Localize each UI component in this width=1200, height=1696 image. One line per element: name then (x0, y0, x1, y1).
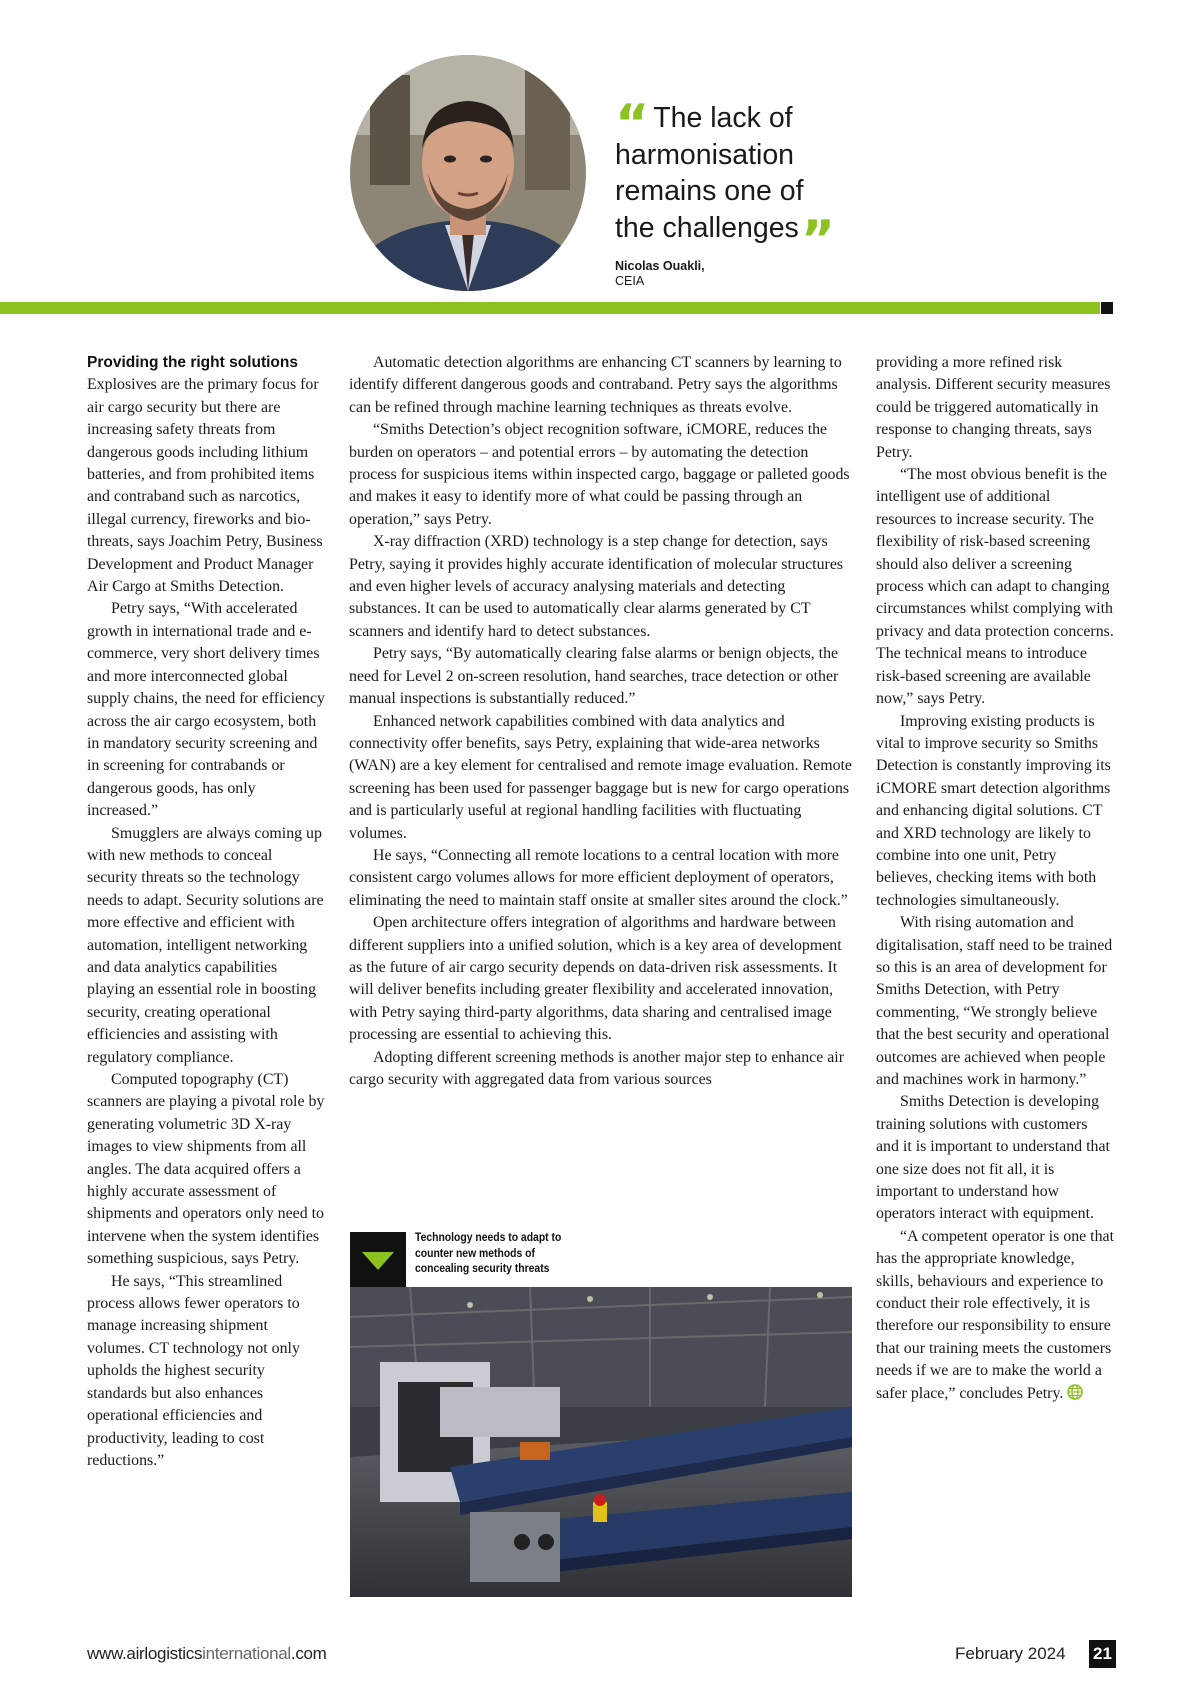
paragraph-final (876, 1226, 1114, 1405)
final-paragraph-text: “A competent operator is one that has the appropriate knowledge, skills, behaviours and experience to conduct their role effectively, it is therefore our responsibility to ensure that our training meets the customers needs if we are to make the world a safer place,” concludes Petry. (876, 1227, 1115, 1402)
paragraph: Computed topography (CT) scanners are playing a pivotal role by generating volumetric 3D X-ray images to view shipments from all angles. The data acquired offers a highly accurate assessment of shipments and operators only need to intervene when the system identifies something suspicious, says Petry. (87, 1071, 325, 1268)
article-column-3 (876, 352, 1114, 1405)
page-number: 21 (1089, 1640, 1116, 1668)
article-column-1 (87, 352, 325, 1472)
paragraph: Adopting different screening methods is another major step to enhance air cargo security with aggregated data from various sources (349, 1048, 844, 1088)
paragraph: Petry says, “By automatically clearing false alarms or benign objects, the need for Level 2 on-screen resolution, hand searches, trace detection or other manual inspections is substantially reduced.” (349, 645, 839, 708)
pull-quote-line-4: the challenges (615, 211, 799, 244)
pull-quote-line-1: The lack of (653, 102, 793, 134)
footer-url-light: international (202, 1644, 291, 1663)
pull-quote-attribution (615, 259, 865, 288)
footer-url[interactable] (87, 1644, 327, 1664)
pull-quote-line-2: harmonisation (615, 138, 795, 171)
article-column-2 (349, 352, 855, 1091)
triangle-down-icon (350, 1232, 406, 1288)
paragraph: “Smiths Detection’s object recognition software, iCMORE, reduces the burden on operators – and potential errors – by automating the detection process for suspicious items within inspected cargo, baggage or palleted goods and makes it easy to identify more of what could be passing through an operation,” says Petry. (349, 421, 850, 528)
image-caption: Technology needs to adapt to counter new methods of concealing security threats (415, 1230, 562, 1275)
footer-date: February 2024 (955, 1644, 1066, 1663)
scanner-photo (350, 1287, 852, 1597)
paragraph: Automatic detection algorithms are enhancing CT scanners by learning to identify different dangerous goods and contraband. Petry says the algorithms can be refined through machine learning techniques as threats evolve. (349, 354, 842, 416)
paragraph: Smugglers are always coming up with new methods to conceal security threats so the technology needs to adapt. Security solutions are more effective and efficient with automation, intelligent networking and data analytics capabilities playing an essential role in boosting security, creating operational efficiencies and assisting with regulatory compliance. (87, 824, 324, 1066)
globe-icon (1067, 1384, 1083, 1400)
paragraph: With rising automation and digitalisation, staff need to be trained so this is an area of development for Smiths Detection, with Petry commenting, “We strongly believe that the best security and operational outcomes are achieved when people and machines work in harmony.” (876, 914, 1113, 1088)
section-subhead: Providing the right solutions (87, 354, 298, 371)
footer-url-suffix: .com (290, 1644, 327, 1663)
paragraph: “The most obvious benefit is the intelligent use of additional resources to increase security. The flexibility of risk-based screening should also deliver a screening process which can adapt to changing circumstances whilst complying with privacy and data protection concerns. The technical means to introduce risk-based screening are available now,” says Petry. (876, 466, 1114, 708)
attribution-org: CEIA (615, 273, 645, 288)
paragraph: Smiths Detection is developing training solutions with customers and it is important to understand that one size does not fit all, it is important to understand how operators interact with equipment. (876, 1093, 1110, 1223)
paragraph: Explosives are the primary focus for air cargo security but there are increasing safety threats from dangerous goods including lithium batteries, and from prohibited items and contraband such as narcotics, illegal currency, fireworks and bio-threats, says Joachim Petry, Business Development and Product Manager Air Cargo at Smiths Detection. (87, 376, 323, 596)
attribution-name: Nicolas Ouakli, (615, 259, 705, 273)
paragraph: He says, “Connecting all remote locations to a central location with more consistent cargo volumes allows for more efficient deployment of operators, eliminating the need to maintain staff onsite at smaller sites around the clock.” (349, 846, 848, 909)
paragraph: providing a more refined risk analysis. Different security measures could be triggered automatically in response to changing threats, says Petry. (876, 354, 1111, 461)
paragraph: Open architecture offers integration of algorithms and hardware between different suppliers into a unified solution, which is a key area of development as the future of air cargo security depends on data-driven risk assessments. It will deliver benefits including greater flexibility and accelerated innovation, with Petry saying third-party algorithms, data sharing and centralised image processing are essential to achieving this. (349, 914, 842, 1044)
divider-end-square (1101, 302, 1113, 314)
close-quote-icon: ” (800, 209, 835, 270)
paragraph: Enhanced network capabilities combined with data analytics and connectivity offer benefits, says Petry, explaining that wide-area networks (WAN) are a key element for centralised and remote image evaluation. Remote screening has been used for passenger baggage but is new for cargo operations and is particularly useful at regional handling facilities with fluctuating volumes. (349, 712, 852, 842)
paragraph: Improving existing products is vital to improve security so Smiths Detection is constantly improving its iCMORE smart detection algorithms and enhancing digital solutions. CT and XRD technology are likely to combine into one unit, Petry believes, checking items with both technologies simultaneously. (876, 712, 1111, 909)
section-divider (0, 302, 1100, 314)
pull-quote-line-3: remains one of (615, 175, 804, 207)
paragraph: He says, “This streamlined process allows fewer operators to manage increasing shipment volumes. CT technology not only upholds the highest security standards but also enhances operational efficiencies and productivity, leading to cost reductions.” (87, 1272, 300, 1469)
paragraph: X-ray diffraction (XRD) technology is a step change for detection, says Petry, saying it provides highly accurate identification of molecular structures and even higher levels of accuracy analysing materials and detecting substances. It can be used to automatically clear alarms generated by CT scanners and identify hard to detect substances. (349, 533, 844, 640)
caption-marker (350, 1232, 406, 1288)
footer-url-prefix: www.airlogistics (87, 1644, 203, 1663)
portrait-illustration (350, 55, 586, 291)
scanner-illustration (350, 1287, 852, 1597)
open-quote-icon: “ (615, 94, 650, 154)
paragraph: Petry says, “With accelerated growth in international trade and e-commerce, very short delivery times and more interconnected global supply chains, the need for efficiency across the air cargo ecosystem, both in mandatory security screening and in screening for contrabands or dangerous goods, has only increased.” (87, 600, 325, 820)
portrait-photo (350, 55, 586, 291)
